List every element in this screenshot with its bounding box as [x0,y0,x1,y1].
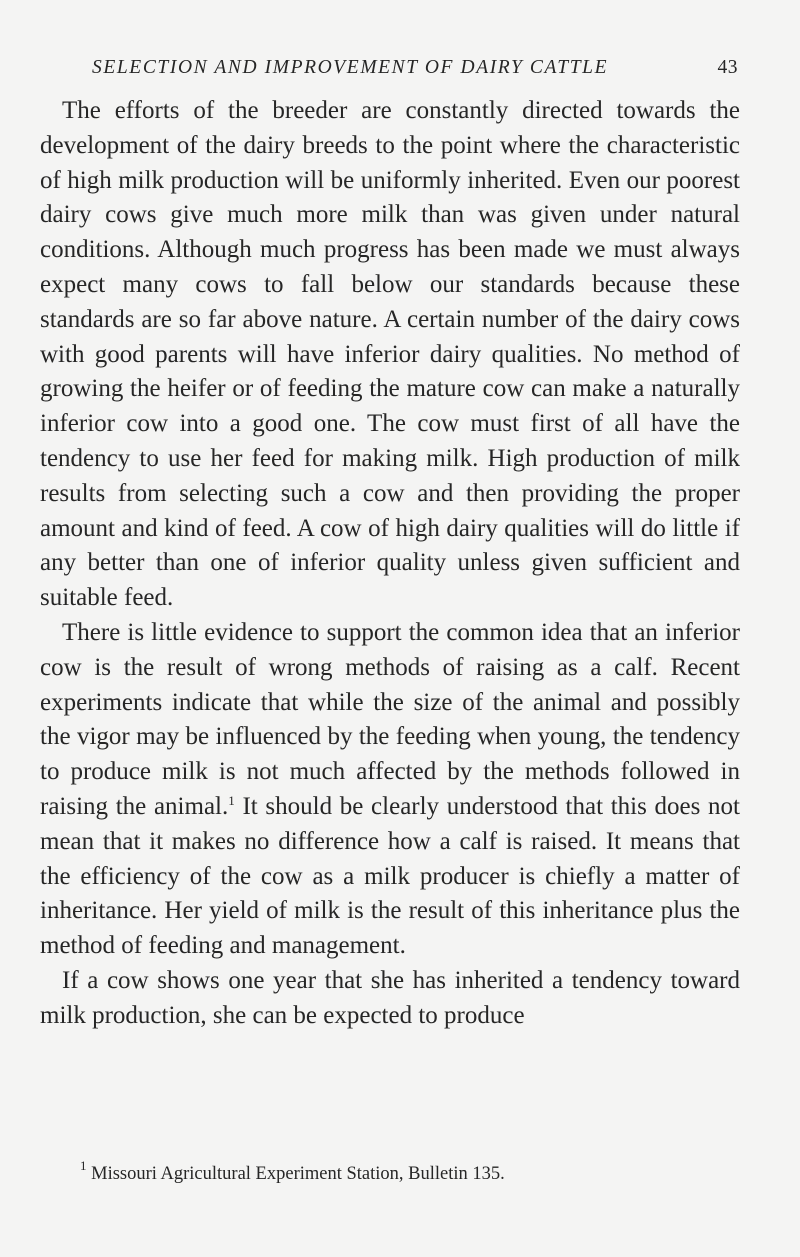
page-number: 43 [717,57,738,78]
body-text [40,94,740,1034]
paragraph-3: If a cow shows one year that she has inherited a tendency toward milk production, she can be expected to produce [40,966,740,1029]
footnote-reference: 1 [228,792,235,808]
paragraph-2 [40,616,740,964]
running-title: SELECTION AND IMPROVEMENT OF DAIRY CATTLE [92,57,609,78]
footnote-marker: 1 [80,1158,87,1173]
footnote [80,1158,740,1186]
footnote-text: Missouri Agricultural Experiment Station, Bulletin 135. [86,1164,505,1184]
paragraph-2-text-b: It should be clearly understood that this does not mean that it makes no difference how a calf is raised. It means that the efficiency of the cow as a milk producer is chiefly a matter of inheritance. Her yield of milk is the result of this inheritance plus the method of feeding and management. [40,792,740,960]
paragraph-1: The efforts of the breeder are constantly directed towards the development of the dairy breeds to the point where the characteristic of high milk production will be uniformly inherited. Even our poorest dairy cows give much more milk than was given under natural conditions. Although much progress has been made we must always expect many cows to fall below our standards because these standards are so far above nature. A certain number of the dairy cows with good parents will have inferior dairy qualities. No method of growing the heifer or of feeding the mature cow can make a naturally inferior cow into a good one. The cow must first of all have the tendency to use her feed for making milk. High production of milk results from selecting such a cow and then providing the proper amount and kind of feed. A cow of high dairy qualities will do little if any better than one of inferior quality unless given sufficient and suitable feed. [40,97,740,612]
running-head [92,57,738,87]
paragraph-2-text-a: There is little evidence to support the common idea that an inferior cow is the result of wrong methods of raising as a calf. Recent experiments indicate that while the size of the animal and possibly the vigor may be influenced by the feeding when young, the tendency to produce milk is not much affected by the methods followed in raising the animal. [40,618,740,820]
